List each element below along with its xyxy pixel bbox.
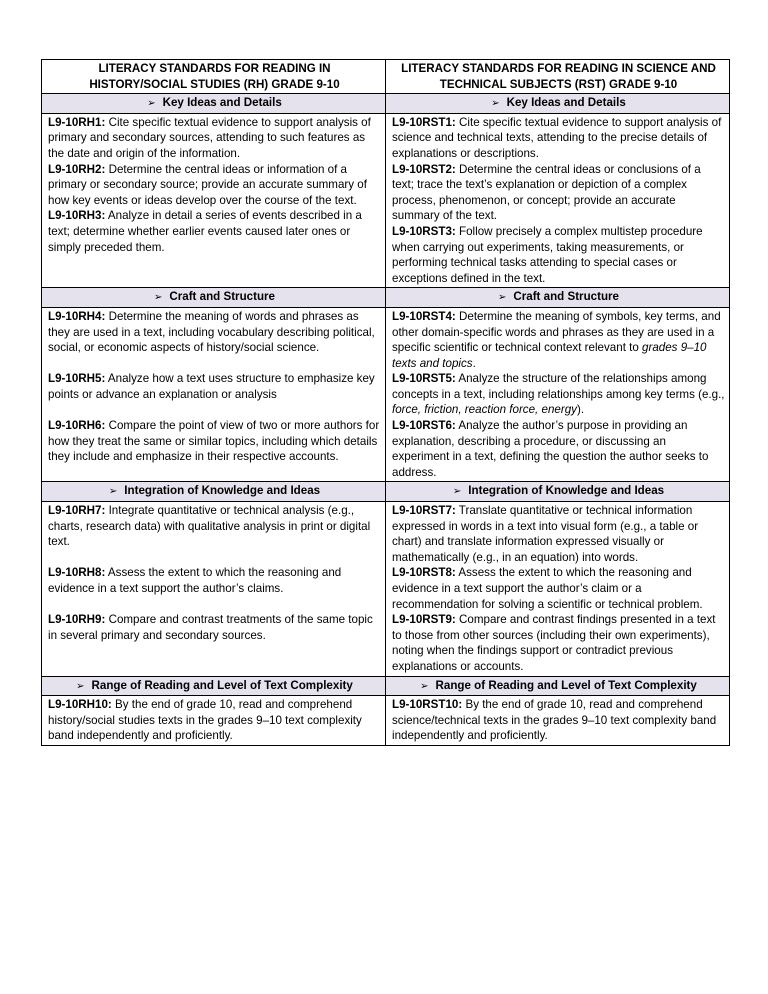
section-header-row	[42, 94, 730, 114]
standard-text: Assess the extent to which the reasoning and evidence in a text support the author’s claim or a recommendation for solving a scientific or technical problem.	[392, 566, 703, 611]
standard-item	[392, 418, 725, 480]
standards-table	[41, 59, 730, 746]
arrow-bullet-icon: ➢	[108, 486, 118, 498]
standard-text: Determine the central ideas or conclusions of a text; trace the text’s explanation or depiction of a complex process, phenomenon, or concept; provide an accurate summary of the text.	[392, 162, 701, 223]
standard-text: Compare and contrast treatments of the same topic in several primary and secondary sources.	[48, 613, 373, 642]
standard-text-italic: force, friction, reaction force, energy	[392, 403, 577, 417]
blank-line	[48, 550, 381, 566]
standard-text: Assess the extent to which the reasoning and evidence in a text support the author’s claims.	[48, 566, 342, 595]
standard-code: L9-10RST9:	[392, 613, 456, 627]
standard-code: L9-10RH10:	[48, 698, 112, 712]
section-content-row	[42, 696, 730, 746]
standard-item	[392, 224, 725, 286]
standard-item	[392, 309, 725, 371]
standards-cell-right	[386, 113, 730, 288]
section-header-left	[42, 676, 386, 696]
standard-text: Compare and contrast findings presented in a text to those from other sources (including their own experiments), noting when the findings support or contradict previous explanations or accounts.	[392, 613, 716, 673]
section-header-right	[386, 676, 730, 696]
standards-cell-left	[42, 502, 386, 677]
standard-code: L9-10RST8:	[392, 566, 456, 580]
standard-code: L9-10RH5:	[48, 372, 106, 386]
standard-item	[48, 208, 381, 255]
standard-text: Integrate quantitative or technical analysis (e.g., charts, research data) with qualitative analysis in print or digital text.	[48, 504, 371, 549]
section-header-row	[42, 482, 730, 502]
section-header-right	[386, 94, 730, 114]
standard-text: Determine the meaning of symbols, key terms, and other domain-specific words and phrases as they are used in a specific scientific or technical context relevant to	[392, 309, 721, 355]
section-header-row	[42, 288, 730, 308]
arrow-bullet-icon: ➢	[76, 680, 85, 692]
standard-text-end: .	[472, 356, 476, 370]
section-title: Craft and Structure	[513, 290, 620, 304]
section-header-right	[386, 482, 730, 502]
standard-text: Analyze in detail a series of events described in a text; determine whether earlier events caused later ones or simply preceded them.	[48, 209, 362, 254]
section-content-row	[42, 307, 730, 482]
standard-code: L9-10RST7:	[392, 504, 456, 518]
standards-cell-right	[386, 502, 730, 677]
blank-line	[48, 255, 381, 271]
blank-line	[48, 643, 381, 659]
standard-text: Analyze the structure of the relationships among concepts in a text, including relationships among key terms (e.g.,	[392, 372, 725, 401]
section-content-row	[42, 502, 730, 677]
standard-item	[48, 697, 381, 744]
standard-text-end: ).	[576, 403, 585, 417]
standard-item	[48, 371, 381, 402]
section-content-row	[42, 113, 730, 288]
standard-code: L9-10RH8:	[48, 566, 106, 580]
standard-code: L9-10RH4:	[48, 309, 106, 323]
standard-code: L9-10RST10:	[392, 698, 463, 712]
standard-code: L9-10RH2:	[48, 162, 106, 176]
standards-body	[42, 94, 730, 746]
standard-text: Determine the central ideas or information of a primary or secondary source; provide an accurate summary of how key events or ideas develop over the course of the text.	[48, 162, 367, 207]
standard-text: Translate quantitative or technical information expressed in words in a text into visual form (e.g., a table or chart) and translate information expressed visually or mathematically (e.g., in an equation) into words.	[392, 504, 699, 564]
standard-item	[392, 162, 725, 224]
standards-cell-left	[42, 307, 386, 482]
standard-item	[392, 115, 725, 162]
standard-text: Compare the point of view of two or more authors for how they treat the same or similar topics, including which details they include and emphasize in their respective accounts.	[48, 419, 380, 464]
section-title: Craft and Structure	[169, 290, 276, 304]
arrow-bullet-icon: ➢	[452, 486, 462, 498]
standard-item	[392, 612, 725, 674]
standard-text: Analyze the author’s purpose in providing an explanation, describing a procedure, or discussing an experiment in a text, defining the question the author seeks to address.	[392, 419, 709, 479]
standard-text: Determine the meaning of words and phrases as they are used in a text, including vocabulary describing political, social, or economic aspects of history/social science.	[48, 309, 375, 355]
standard-item	[48, 612, 381, 643]
left-column-header: LITERACY STANDARDS FOR READING IN HISTORY/SOCIAL STUDIES (RH) GRADE 9-10	[42, 60, 386, 94]
standard-code: L9-10RST1:	[392, 115, 456, 129]
standard-item	[392, 565, 725, 612]
standard-item	[48, 162, 381, 209]
standard-code: L9-10RH3:	[48, 209, 106, 223]
standard-code: L9-10RH1:	[48, 115, 106, 129]
standard-code: L9-10RST3:	[392, 224, 456, 238]
standard-code: L9-10RST5:	[392, 372, 456, 386]
standard-item	[48, 503, 381, 550]
standards-cell-right	[386, 696, 730, 746]
blank-line	[48, 402, 381, 418]
blank-line	[48, 356, 381, 372]
section-header-left	[42, 482, 386, 502]
section-title: Key Ideas and Details	[506, 96, 626, 110]
section-header-left	[42, 94, 386, 114]
section-title: Range of Reading and Level of Text Complexity	[91, 678, 353, 692]
standard-item	[48, 418, 381, 465]
standard-text: By the end of grade 10, read and comprehend history/social studies texts in the grades 9–10 text complexity band independently and proficiently.	[48, 698, 362, 743]
standards-cell-left	[42, 113, 386, 288]
section-header-right	[386, 288, 730, 308]
blank-line	[48, 597, 381, 613]
section-header-row	[42, 676, 730, 696]
standard-text-italic: grades 9–10 texts and topics	[392, 341, 707, 370]
standard-code: L9-10RST2:	[392, 162, 456, 176]
arrow-bullet-icon: ➢	[497, 292, 507, 304]
standard-item	[48, 309, 381, 356]
section-title: Integration of Knowledge and Ideas	[468, 484, 665, 498]
standard-item	[48, 565, 381, 596]
section-header-left	[42, 288, 386, 308]
standard-item	[392, 371, 725, 418]
arrow-bullet-icon: ➢	[147, 98, 156, 110]
section-title: Integration of Knowledge and Ideas	[124, 484, 321, 498]
standard-item	[48, 115, 381, 162]
header-row	[42, 60, 730, 94]
right-column-header: LITERACY STANDARDS FOR READING IN SCIENCE AND TECHNICAL SUBJECTS (RST) GRADE 9-10	[386, 60, 730, 94]
standard-code: L9-10RST6:	[392, 419, 456, 433]
standard-text: Cite specific textual evidence to support analysis of science and technical texts, attending to the precise details of explanations or descriptions.	[392, 115, 722, 160]
standard-code: L9-10RH9:	[48, 613, 106, 627]
standard-item	[392, 697, 725, 744]
section-title: Range of Reading and Level of Text Complexity	[435, 678, 697, 692]
standard-text: Analyze how a text uses structure to emphasize key points or advance an explanation or analysis	[48, 372, 375, 401]
standard-item	[392, 503, 725, 565]
arrow-bullet-icon: ➢	[153, 292, 163, 304]
standard-text: Follow precisely a complex multistep procedure when carrying out experiments, taking measurements, or performing technical tasks attending to special cases or exceptions defined in the text.	[392, 224, 703, 285]
standards-cell-left	[42, 696, 386, 746]
standard-code: L9-10RST4:	[392, 309, 456, 323]
standard-code: L9-10RH7:	[48, 504, 106, 518]
arrow-bullet-icon: ➢	[420, 680, 429, 692]
standard-text: Cite specific textual evidence to support analysis of primary and secondary sources, attending to such features as the date and origin of the information.	[48, 115, 371, 160]
section-title: Key Ideas and Details	[162, 96, 282, 110]
standards-cell-right	[386, 307, 730, 482]
standard-code: L9-10RH6:	[48, 419, 106, 433]
arrow-bullet-icon: ➢	[491, 98, 500, 110]
standard-text: By the end of grade 10, read and comprehend science/technical texts in the grades 9–10 text complexity band independently and proficiently.	[392, 698, 717, 743]
